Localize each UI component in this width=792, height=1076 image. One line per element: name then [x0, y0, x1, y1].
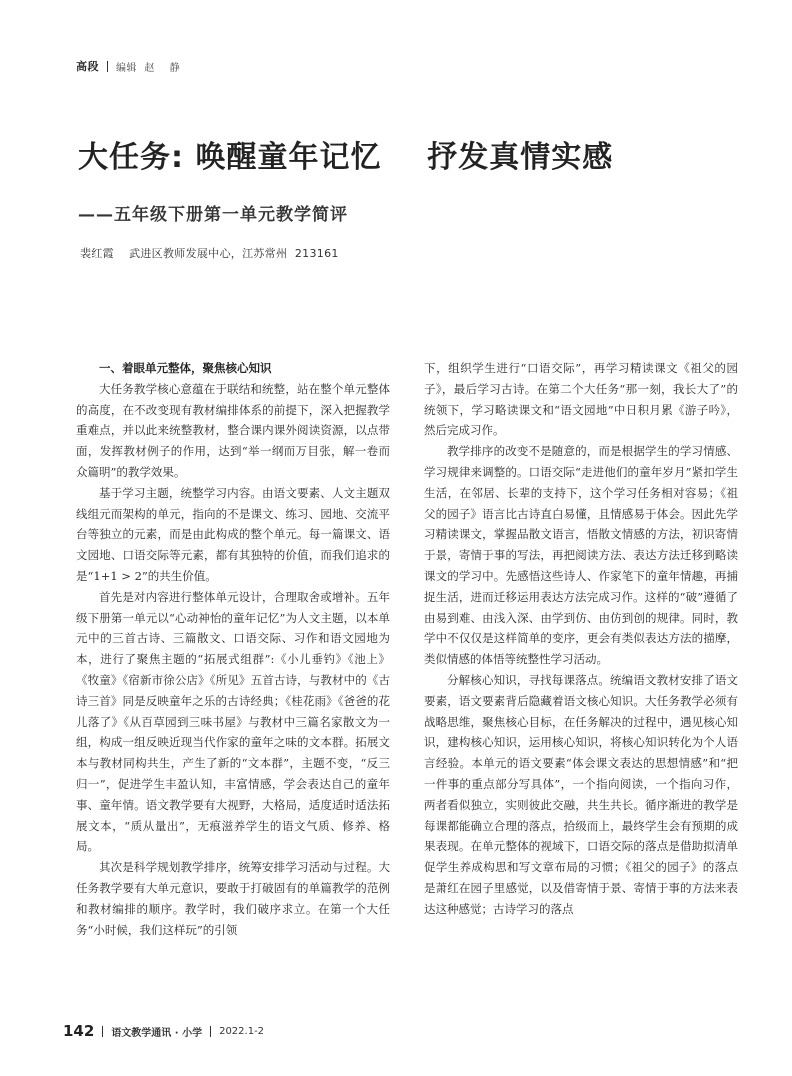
left-column — [76, 358, 390, 940]
running-header — [76, 58, 180, 74]
paragraph: 分解核心知识，寻找每课落点。统编语文教材安排了语文要素，语文要素背后隐藏着语文核心知识。大任务教学必须有战略思维，聚焦核心目标，在任务解决的过程中，遇见核心知识，建构核心知识，运用核心知识，将核心知识转化为个人语言经验。本单元的语文要素“体会课文表达的思想情感”和“把一件事的重点部分写具体”，一个指向阅读，一个指向习作，两者看似独立，实则彼此交融，共生共长。循序渐进的教学是每课都能确立合理的落点，拾级而上，最终学生会有预期的成果表现。在单元整体的视域下，口语交际的落点是借助拟清单促学生养成构思和写文章布局的习惯；《祖父的园子》的落点是萧红在园子里感觉，以及借寄情于景、寄情于事的方法来表达这种感觉；古诗学习的落点 — [424, 672, 738, 916]
paragraph: 其次是科学规划教学排序，统筹安排学习活动与过程。大任务教学要有大单元意识，要敢于打破固有的单篇教学的范例和教材编排的顺序。教学时，我们破序求立。在第一个大任务“小时候，我们这样玩”的引领 — [76, 860, 390, 937]
page-number: 142 — [63, 1022, 95, 1040]
editor-label: 编辑 赵 静 — [116, 62, 181, 74]
journal-name: 语文教学通讯 · 小学 — [111, 1027, 203, 1039]
paragraph: 大任务教学核心意蕴在于联结和统整，站在整个单元整体的高度，在不改变现有教材编排体系的前提下，深入把握教学重难点，并以此来统整教材，整合课内课外阅读资源，以点带面，发挥教材例子的作用，达到“举一纲而万目张，解一卷而众篇明”的教学效果。 — [76, 381, 390, 479]
paragraph: 下，组织学生进行“口语交际”，再学习精读课文《祖父的园子》，最后学习古诗。在第二个大任务“那一刻，我长大了”的统领下，学习略读课文和“语文园地”中日积月累《游子吟》，然后完成习作。 — [424, 361, 738, 438]
paragraph: 基于学习主题，统整学习内容。由语文要素、人文主题双线组元而架构的单元，指向的不是课文、练习、园地、交流平台等独立的元素，而是由此构成的整个单元。每一篇课文、语文园地、口语交际等元素，都有其独特的价值，而我们追求的是“1+1 > 2”的共生价值。 — [76, 485, 390, 583]
paragraph: 首先是对内容进行整体单元设计，合理取舍或增补。五年级下册第一单元以“心动神怡的童年记忆”为人文主题，以本单元中的三首古诗、三篇散文、口语交际、习作和语文园地为本，进行了聚焦主题的“拓展式组群”:《小儿垂钓》《池上》《牧童》《宿新市徐公店》《所见》五首古诗，与教材中的《古诗三首》同是反映童年之乐的古诗经典；《桂花雨》《爸爸的花儿落了》《从百草园到三味书屋》与教材中三篇名家散文为一组，构成一组反映近现当代作家的童年之味的文本群。拓展文本与教材同构共生，产生了新的“文本群”，主题不变，“反三归一”，促进学生丰盈认知，丰富情感，学会表达自己的童年事、童年情。语文教学要有大视野，大格局，适度适时适法拓展文本，“质从量出”，无痕滋养学生的语文气质、修养、格局。 — [76, 589, 390, 854]
footer-divider — [102, 1026, 103, 1037]
page-footer — [63, 1022, 264, 1040]
article-title: 大任务: 唤醒童年记忆 抒发真情实感 — [78, 140, 614, 175]
author-affiliation: 裴红霞 武进区教师发展中心，江苏常州 213161 — [80, 247, 339, 260]
section-label: 高段 — [76, 60, 99, 73]
footer-divider — [210, 1026, 211, 1037]
paragraph: 教学排序的改变不是随意的，而是根据学生的学习情感、学习规律来调整的。口语交际“走进他们的童年岁月”紧扣学生生活，在邻居、长辈的支持下，这个学习任务相对容易；《祖父的园子》语言比古诗直白易懂，且情感易于体会。因此先学习精读课文，掌握品散文语言，悟散文情感的方法，初识寄情于景，寄情于事的写法，再把阅读方法、表达方法迁移到略读课文的学习中。先感悟这些诗人、作家笔下的童年情趣，再捕捉生活，进而迁移运用表达方法完成习作。这样的“破”遵循了由易到难、由浅入深、由学到仿、由仿到创的规律。同时，教学中不仅仅是这样简单的变序，更会有类似表达方法的描摩，类似情感的体悟等统整性学习活动。 — [424, 444, 738, 667]
header-divider — [107, 61, 108, 72]
right-column — [424, 358, 738, 920]
issue-number: 2022.1-2 — [219, 1025, 265, 1037]
section-heading: 一、着眼单元整体，聚焦核心知识 — [99, 361, 272, 375]
article-subtitle: ——五年级下册第一单元教学简评 — [78, 205, 348, 225]
